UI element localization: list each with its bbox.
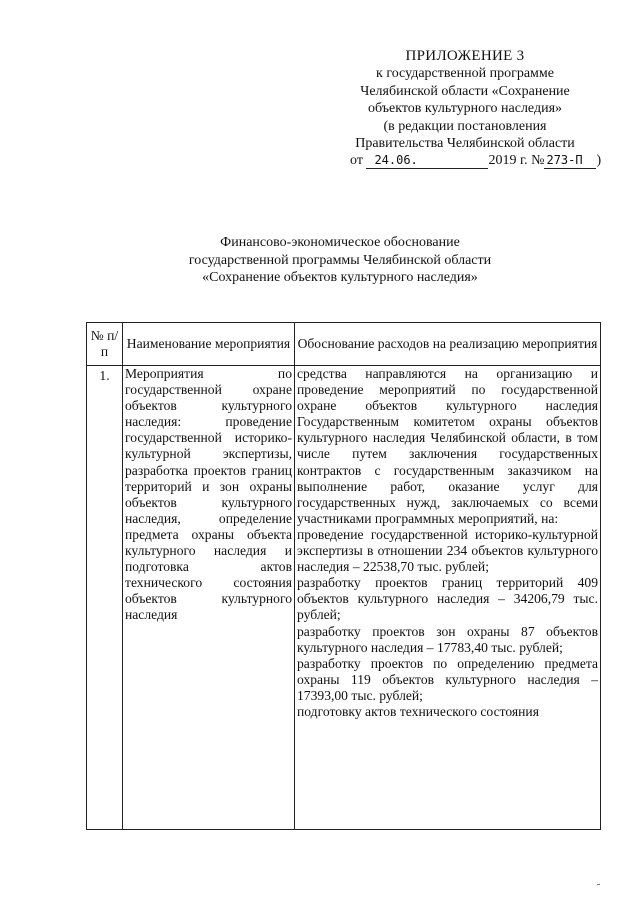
header-name: Наименование мероприятия bbox=[123, 323, 295, 366]
justification-paragraph: разработку проектов границ территорий 409 объектов культурного наследия – 34206,79 тыс. рублей; bbox=[297, 575, 598, 623]
resolution-date-line bbox=[330, 152, 600, 169]
heading-line: Финансово-экономическое обоснование bbox=[220, 235, 460, 250]
date-prefix: от bbox=[350, 153, 363, 169]
justification-paragraph: проведение государственной историко-культурной экспертизы в отношении 234 объектов культурного наследия – 22538,70 тыс. рублей; bbox=[297, 526, 598, 575]
annex-line: (в редакции постановления bbox=[383, 118, 547, 134]
header-number: № п/п bbox=[87, 323, 123, 366]
heading-line: «Сохранение объектов культурного наследия» bbox=[202, 270, 478, 285]
number-value: 273-П bbox=[546, 153, 583, 168]
heading-line: государственной программы Челябинской области bbox=[188, 252, 492, 268]
document-heading bbox=[110, 234, 570, 287]
date-field bbox=[366, 153, 488, 169]
annex-line: к государственной программе bbox=[376, 66, 554, 82]
justification-paragraph: разработку проектов зон охраны 87 объектов культурного наследия – 17783,40 тыс. рублей; bbox=[297, 623, 598, 655]
scan-artifact bbox=[597, 884, 600, 885]
justification-table bbox=[86, 322, 601, 830]
annex-line: объектов культурного наследия» bbox=[367, 101, 563, 117]
justification-paragraph: средства направляются на организацию и проведение мероприятий по государственной охране объектов культурного наследия Государственным комитетом охраны объектов культурного наследия Челябинской области, в том числе путем заключения государственных контрактов с государственным заказчиком на выполнение работ, оказание услуг для государственных нужд, заключаемых со всеми участниками программных мероприятий, на: bbox=[297, 366, 598, 526]
annex-line: Челябинской области «Сохранение bbox=[360, 83, 570, 99]
year-text: 2019 г. № bbox=[488, 153, 545, 169]
row-number: 1. bbox=[87, 366, 123, 830]
number-field bbox=[544, 153, 596, 169]
justification-paragraph: подготовку актов технического состояния bbox=[297, 703, 539, 719]
close-paren: ) bbox=[596, 153, 602, 169]
annex-title: ПРИЛОЖЕНИЕ 3 bbox=[405, 48, 525, 64]
row-activity-name: Мероприятия по государственной охране объектов культурного наследия: проведение государственной историко-культурной экспертизы, разработка проектов границ территорий и зон охраны объектов культурного наследия, определение предмета охраны объекта культурного наследия и подготовка актов технического состояния объектов культурного наследия bbox=[123, 366, 295, 830]
table-row bbox=[87, 366, 601, 830]
annex-line: Правительства Челябинской области bbox=[355, 136, 575, 152]
row-justification bbox=[295, 366, 601, 830]
header-justification: Обоснование расходов на реализацию мероприятия bbox=[295, 323, 601, 366]
justification-paragraph: разработку проектов по определению предмета охраны 119 объектов культурного наследия – 17393,00 тыс. рублей; bbox=[297, 655, 598, 703]
table-header-row bbox=[87, 323, 601, 366]
date-value: 24.06. bbox=[374, 153, 418, 168]
annex-note bbox=[330, 48, 600, 170]
